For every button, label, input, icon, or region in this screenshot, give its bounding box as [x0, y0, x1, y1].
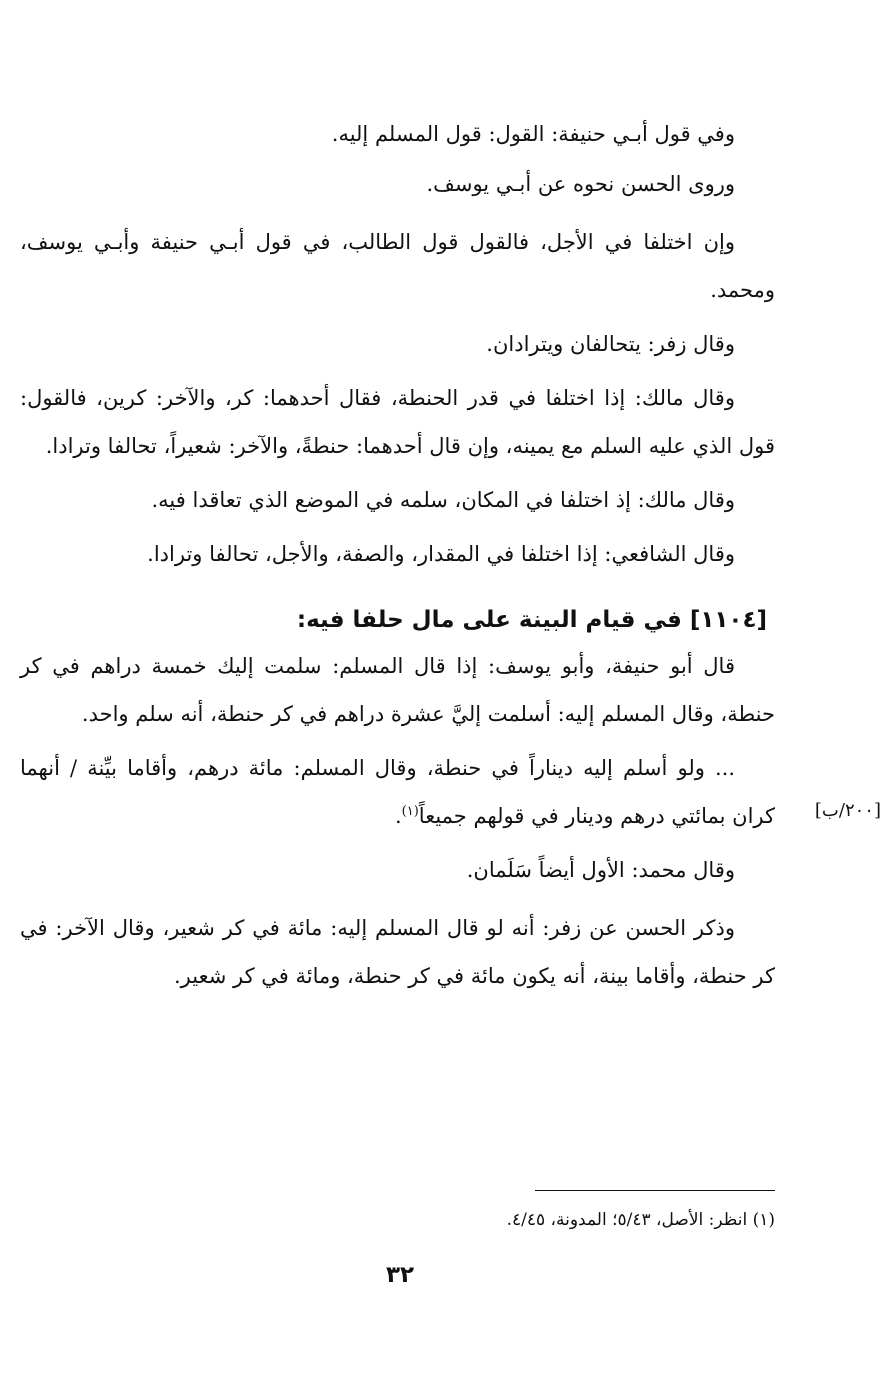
section-heading: [١١٠٤] في قيام البينة على مال حلفا فيه: — [296, 607, 767, 633]
paragraph: وقال محمد: الأول أيضاً سَلَمان. — [466, 858, 735, 882]
paragraph: قال أبو حنيفة، وأبو يوسف: إذا قال المسلم: سلمت إليك خمسة دراهم في كر حنطة، وقال المسلم إليه: أسلمت إليَّ عشرة دراهم في كر حنطة، أنه سلم واحد. — [20, 654, 775, 726]
paragraph: وفي قول أبـي حنيفة: القول: قول المسلم إليه. — [331, 122, 735, 146]
manuscript-folio-note: [٢٠٠/ب] — [814, 800, 881, 821]
paragraph: وذكر الحسن عن زفر: أنه لو قال المسلم إليه: مائة في كر شعير، وقال الآخر: في كر حنطة، وأقاما بينة، أنه يكون مائة في كر حنطة، ومائة في كر شعير. — [20, 916, 775, 988]
paragraph: وقال مالك: إذا اختلفا في قدر الحنطة، فقال أحدهما: كر، والآخر: كرين، فالقول: قول الذي عليه السلم مع يمينه، وإن قال أحدهما: حنطةً، والآخر: شعيراً، تحالفا وترادا. — [20, 386, 775, 458]
footnote-divider — [535, 1190, 775, 1191]
page-body — [20, 110, 775, 1006]
paragraph — [20, 744, 775, 840]
paragraph: وروى الحسن نحوه عن أبـي يوسف. — [426, 172, 735, 196]
paragraph-end: . — [394, 804, 402, 828]
paragraph: وقال الشافعي: إذا اختلفا في المقدار، والصفة، والأجل، تحالفا وترادا. — [147, 542, 735, 566]
paragraph: وقال زفر: يتحالفان ويترادان. — [486, 332, 735, 356]
paragraph: وقال مالك: إذ اختلفا في المكان، سلمه في الموضع الذي تعاقدا فيه. — [151, 488, 735, 512]
footnote-reference: (١) — [401, 804, 419, 819]
paragraph: وإن اختلفا في الأجل، فالقول قول الطالب، في قول أبـي حنيفة وأبـي يوسف، ومحمد. — [20, 230, 775, 302]
paragraph-text: ... ولو أسلم إليه ديناراً في حنطة، وقال المسلم: مائة درهم، وأقاما بيِّنة / أنهما كران بمائتي درهم ودينار في قولهم جميعاً — [20, 756, 775, 828]
page-number: ٣٢ — [385, 1262, 415, 1288]
footnote: (١) انظر: الأصل، ٥/٤٣؛ المدونة، ٤/٤٥. — [506, 1210, 775, 1230]
